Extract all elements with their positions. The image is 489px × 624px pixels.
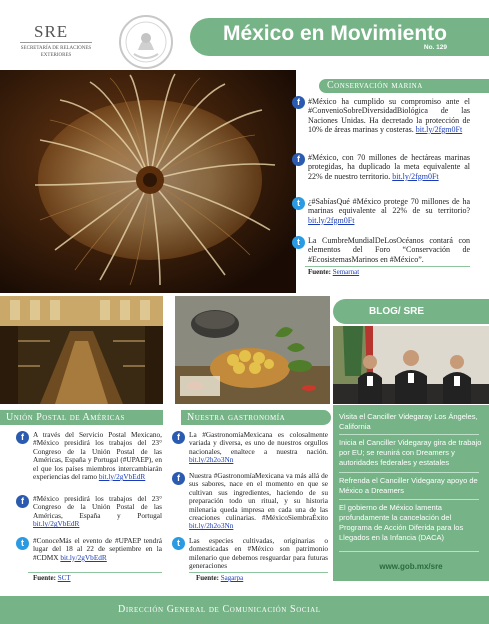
post-text: #México, con 70 millones de hectáreas marinas protegidas, ha duplicado la meta equivalente al 22% de nuestro territorio.	[308, 153, 470, 181]
facebook-icon[interactable]: f	[16, 431, 29, 444]
twitter-icon[interactable]: t	[292, 197, 305, 210]
post-conservacion-4	[308, 236, 470, 264]
facebook-icon[interactable]: f	[292, 153, 305, 166]
divider	[339, 472, 479, 473]
post-text: #México presidirá los trabajos del 23° Congreso de la Unión Postal de las Américas, España y Portugal	[33, 494, 162, 520]
post-conservacion-3	[308, 197, 470, 225]
section-heading-conservacion: Conservación marina	[319, 79, 489, 93]
post-gastronomia-1	[189, 431, 328, 465]
post-text: A través del Servicio Postal Mexicano, #México presidirá los trabajos del 23° Congreso de la Unión Postal de las Américas, España y Portugal (#UPAEP), en el que los países miembros intercambiarán experiencias del ramo	[33, 430, 162, 482]
mexican-food-photo	[175, 296, 330, 404]
sre-logo	[0, 0, 190, 80]
blog-column	[333, 405, 489, 581]
blog-link-4[interactable]: El gobierno de México lamenta profundamente la cancelación del Programa de Acción Diferida para los Llegados en la Infancia (DACA)	[339, 503, 464, 542]
twitter-icon[interactable]: t	[16, 537, 29, 550]
footer	[0, 596, 489, 624]
source-label: Fuente:	[33, 574, 56, 582]
post-text: #ConoceMás el evento de #UPAEP tendrá lugar del 18 al 22 de septiembre en la #CDMX	[33, 536, 162, 562]
divider	[339, 434, 479, 435]
twitter-icon[interactable]: t	[292, 236, 305, 249]
issue-number: No. 129	[423, 44, 447, 51]
post-link[interactable]: bit.ly/2h2o3Nn	[189, 455, 234, 465]
postal-palace-photo	[0, 296, 163, 404]
press-conference-photo	[333, 326, 489, 404]
post-link[interactable]: bit.ly/2fgm0Ft	[308, 215, 355, 225]
post-link[interactable]: bit.ly/2gVbEdR	[33, 519, 80, 529]
divider	[189, 572, 328, 573]
blog-link-3[interactable]: Refrenda el Canciller Videgaray apoyo de México a Dreamers	[339, 476, 478, 495]
source-link[interactable]: Sagarpa	[220, 574, 244, 582]
blog-url-link[interactable]: www.gob.mx/sre	[379, 562, 443, 571]
national-seal-icon	[118, 14, 174, 70]
post-link[interactable]: bit.ly/2fgm0Ft	[415, 124, 463, 134]
post-link[interactable]: bit.ly/2h2o3Nn	[189, 521, 234, 531]
facebook-icon[interactable]: f	[16, 495, 29, 508]
post-conservacion-2	[308, 153, 470, 181]
source-link[interactable]: SCT	[57, 574, 71, 582]
post-gastronomia-3	[189, 537, 328, 571]
post-union-postal-3	[33, 537, 162, 562]
post-text: Nuestra #GastronomíaMexicana va más allá de sus sabores, nace en el momento en que se cultivan sus ingredientes, haciendo de su preparación todo un ritual, y su historia milenaria queda impresa en cada una de las creaciones culinarias. #MéxicoSiembraÉxito	[189, 471, 328, 523]
post-conservacion-1	[308, 97, 470, 134]
post-link[interactable]: bit.ly/2fgm0Ft	[392, 171, 439, 181]
section-heading-gastronomia: Nuestra gastronomía	[181, 410, 331, 425]
divider	[305, 266, 470, 267]
logo-divider	[20, 42, 92, 43]
facebook-icon[interactable]: f	[292, 96, 305, 109]
source-link[interactable]: Semarnat	[332, 268, 360, 276]
source-conservacion	[308, 268, 359, 276]
post-gastronomia-2	[189, 472, 328, 531]
org-name: SECRETARÍA DE RELACIONES EXTERIORES	[20, 46, 92, 58]
post-text: La #GastronomíaMexicana es colosalmente variada y diversa, es uno de nuestros orgullos nacionales, enaltece a nuestra nación.	[189, 430, 328, 456]
post-link[interactable]: bit.ly/2gVbEdR	[60, 552, 107, 562]
divider	[339, 499, 479, 500]
header-banner	[190, 18, 489, 56]
source-gastronomia	[196, 574, 243, 582]
section-heading-union-postal: Unión Postal de Américas	[0, 410, 163, 425]
post-text: Las especies cultivadas, originarias o domesticadas en #México son patrimonio milenario que debemos resguardar para futuras generaciones	[189, 536, 328, 571]
divider	[339, 551, 479, 552]
post-text: ¿#SabíasQué #México protege 70 millones de ha marinas equivalente al 22% de su territorio?	[308, 197, 470, 216]
post-union-postal-1	[33, 431, 162, 481]
blog-link-2[interactable]: Inicia el Canciller Videgaray gira de trabajo por EU; se reunirá con Dreamers y autoridades federales y estatales	[339, 438, 482, 467]
blog-link-1[interactable]: Visita el Canciller Videgaray Los Ángeles, California	[339, 412, 478, 431]
org-abbr: SRE	[34, 22, 69, 41]
marine-worm-photo	[0, 70, 296, 293]
footer-text: Dirección General de Comunicación Social	[118, 604, 321, 615]
blog-heading: BLOG/ SRE	[333, 299, 489, 324]
twitter-icon[interactable]: t	[172, 537, 185, 550]
page-title: México en Movimiento	[222, 22, 447, 45]
source-union-postal	[33, 574, 71, 582]
divider	[28, 572, 162, 573]
post-text: #México ha cumplido su compromiso ante el #ConvenioSobreDiversidadBiológica de las Naciones Unidas. Ha decretado la protección de 10% de áreas marinas y costeras.	[308, 97, 470, 134]
post-text: La CumbreMundialDeLosOcéanos contará con elementos del Foro “Conservación de #EcosistemasMarinos en #México”.	[308, 236, 470, 264]
facebook-icon[interactable]: f	[172, 472, 185, 485]
source-label: Fuente:	[308, 268, 331, 276]
post-link[interactable]: bit.ly/2gVbEdR	[98, 472, 146, 482]
post-union-postal-2	[33, 495, 162, 529]
source-label: Fuente:	[196, 574, 219, 582]
facebook-icon[interactable]: f	[172, 431, 185, 444]
